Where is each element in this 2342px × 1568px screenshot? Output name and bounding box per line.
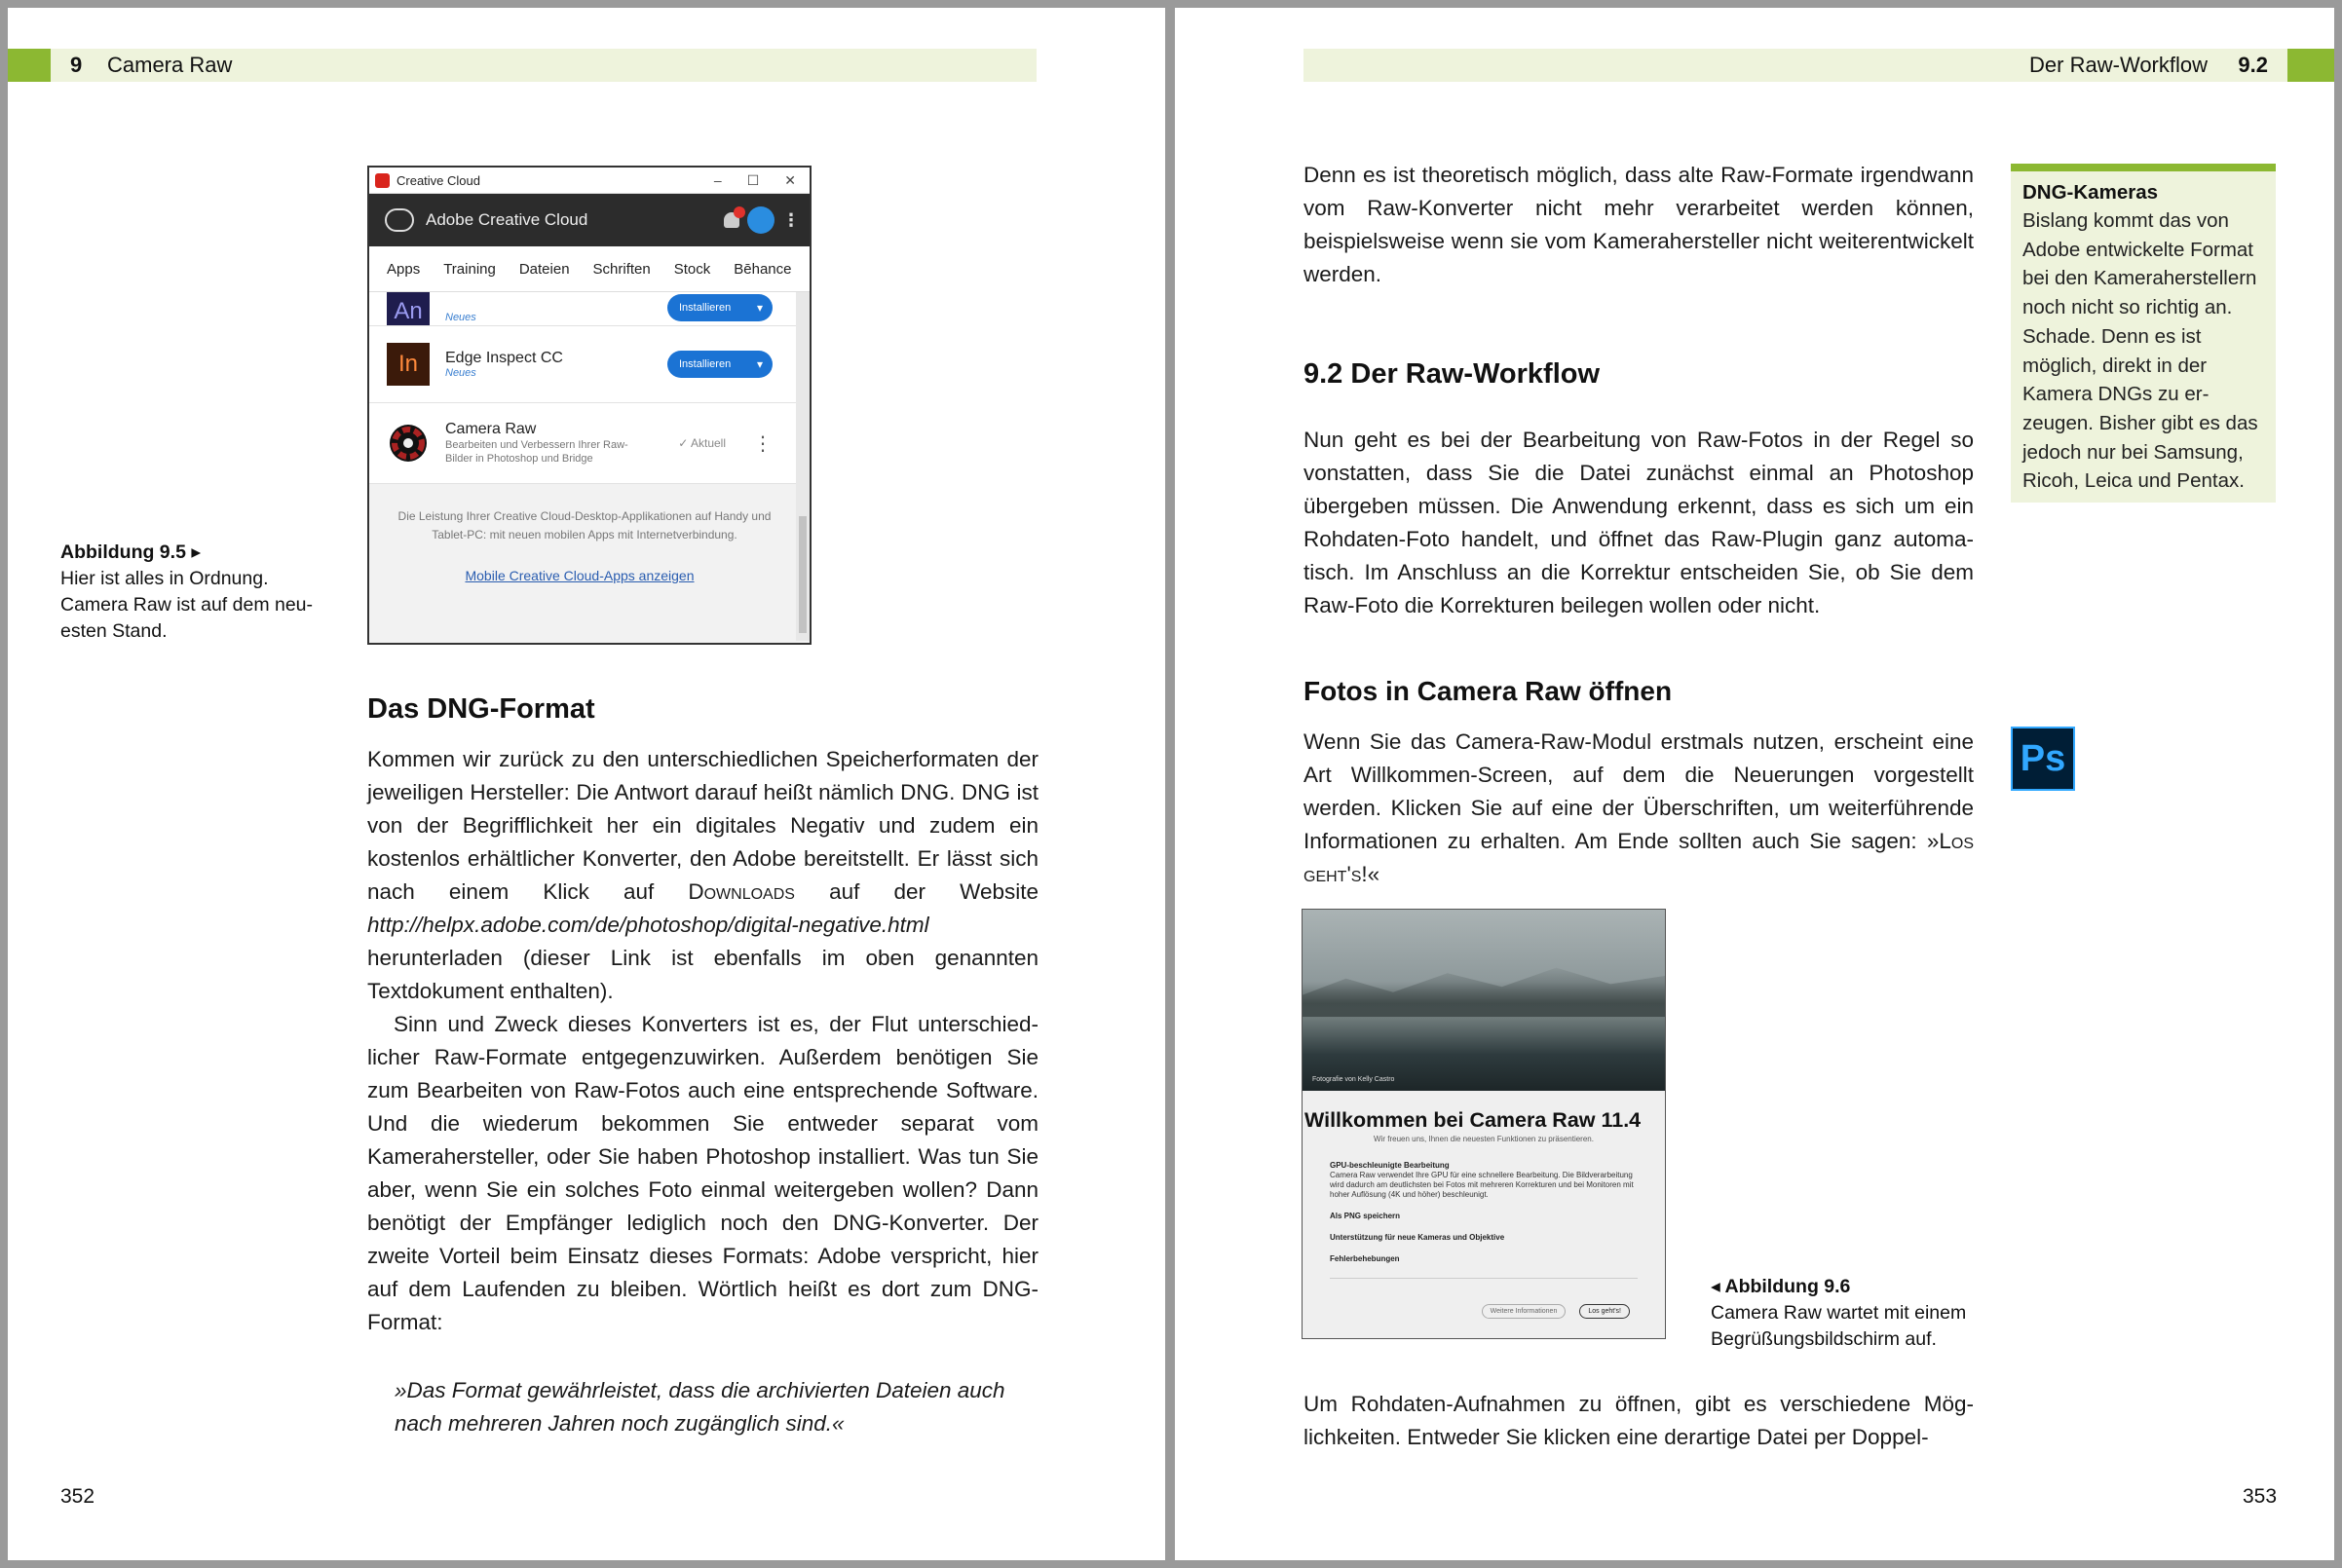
menu-term: Downloads	[688, 879, 795, 904]
whats-new-list	[1330, 1161, 1638, 1279]
section-title-dng: Das DNG-Format	[367, 693, 595, 725]
divider	[1330, 1278, 1638, 1279]
tab-dateien[interactable]: Dateien	[518, 260, 570, 278]
figure-caption-9-6	[1711, 1274, 2003, 1353]
feature-heading[interactable]: Als PNG speichern	[1330, 1212, 1401, 1220]
subsection-title: Fotos in Camera Raw öffnen	[1303, 676, 1673, 706]
more-vertical-icon[interactable]: ⋮	[753, 432, 773, 455]
header-chapter-number: 9	[70, 53, 83, 77]
paragraph: Nun geht es bei der Bearbeitung von Raw-Fotos in der Regel so vonstatten, dass Sie die Datei zunächst einmal an Photoshop übergeben müssen. Die Anwendung erkennt, dass es sich um ein Rohdaten-Foto handelt, und öffnet das Raw-Plugin ganz automatisch. Im Anschluss an die Korrektur entscheiden Sie, ob Sie dem Raw-Foto die Korrekturen beilegen wollen oder nicht.	[1303, 428, 1974, 617]
photo-credit: Fotografie von Kelly Castro	[1312, 1076, 1395, 1083]
creative-cloud-screenshot	[367, 166, 812, 645]
scrollbar-thumb[interactable]	[799, 516, 807, 633]
figure-caption-9-5	[60, 540, 343, 645]
tab-behance[interactable]: Bēhance	[734, 260, 792, 278]
list-item	[369, 326, 810, 403]
margin-note-text: Bislang kommt das von Adobe entwickelte Format bei den Kameraherstellern noch nicht so richtig an. Schade. Denn es ist möglich, direkt in der Kamera DNGs zu erzeugen. Bisher gibt es das jedoch nur bei Samsung, Ricoh, Leica und Pentax.	[2022, 209, 2258, 493]
app-sub-label: Neues	[445, 367, 476, 379]
paragraph: Sinn und Zweck dieses Konverters ist es, der Flut unterschiedlicher Raw-Formate entgegenzuwirken. Außerdem benötigen Sie zum Bearbeiten von Raw-Fotos auch eine entsprechende Software. Und die wiederum bekommen Sie entweder separat vom Kamerahersteller, oder Sie haben Photoshop installiert. Was tun Sie aber, wenn Sie ein solches Foto einmal weitergeben wollen? Dann benötigt der Empfänger lediglich noch den DNG-Konverter. Der zweite Vorteil beim Einsatz dieses Formats: Adobe verspricht, hier auf dem Laufenden zu bleiben. Wörtlich heißt es dort zum DNG-Format:	[367, 1012, 1039, 1334]
welcome-title: Willkommen bei Camera Raw 11.4	[1304, 1108, 1642, 1132]
cc-app-bar	[369, 194, 810, 246]
url-text: http://helpx.adobe.com/de/photoshop/digital-negative.html	[367, 913, 929, 937]
paragraph: Denn es ist theoretisch möglich, dass alte Raw-Formate irgendwann vom Raw-Konverter nicht mehr verarbeitet werden können, beispielsweise wenn sie vom Kamerahersteller nicht weiterentwickelt werden.	[1303, 163, 1974, 286]
text-run: auf der Website	[794, 879, 1039, 904]
tab-schriften[interactable]: Schriften	[592, 260, 651, 278]
page-number: 352	[60, 1485, 95, 1508]
margin-note-dng-cameras	[2011, 164, 2276, 503]
caption-line: Begrüßungsbildschirm auf.	[1711, 1328, 1937, 1350]
caption-line: esten Stand.	[60, 620, 168, 642]
text-run: «	[1367, 862, 1380, 886]
app-sub-label: Neues	[445, 312, 476, 323]
margin-note-title: DNG-Kameras	[2022, 181, 2158, 204]
caption-label: Abbildung 9.5 ▸	[60, 541, 202, 563]
creative-cloud-logo-icon	[375, 173, 390, 188]
camera-raw-aperture-icon	[387, 422, 430, 465]
feature-heading[interactable]: Unterstützung für neue Kameras und Objektive	[1330, 1233, 1505, 1242]
install-button[interactable]: Installieren ▾	[667, 294, 773, 321]
body-text-dng	[367, 743, 1039, 1339]
app-description: Bearbeiten und Verbessern Ihrer Raw-Bilder in Photoshop und Bridge	[445, 439, 628, 465]
text-run: herunterladen (dieser Link ist ebenfalls im oben genannten Textdokument enthalten).	[367, 946, 1039, 1003]
cc-footer-text: Die Leistung Ihrer Creative Cloud-Desktop-Applikationen auf Handy und Tablet-PC: mit neuen mobilen Apps mit Internetverbindung.	[397, 509, 772, 541]
list-item	[369, 292, 810, 326]
right-page	[1175, 8, 2334, 1560]
caption-line: Camera Raw wartet mit einem	[1711, 1302, 1967, 1324]
maximize-icon[interactable]: ☐	[746, 171, 760, 188]
feature-heading[interactable]: Fehlerbehebungen	[1330, 1254, 1400, 1263]
header-chapter-title: Der Raw-Workflow	[2029, 53, 2208, 77]
close-icon[interactable]: ✕	[784, 171, 796, 188]
button-term: Los geht's!	[1303, 829, 1974, 886]
cc-window-title: Creative Cloud	[397, 172, 480, 188]
edge-inspect-app-icon: In	[387, 343, 430, 386]
caption-line: Camera Raw ist auf dem neu-	[60, 594, 314, 616]
header-chapter-title: Camera Raw	[107, 53, 233, 77]
photoshop-icon: Ps	[2011, 727, 2075, 791]
tab-stock[interactable]: Stock	[673, 260, 711, 278]
list-item	[369, 403, 810, 484]
cc-titlebar	[369, 168, 810, 194]
caption-label: ◂ Abbildung 9.6	[1711, 1276, 1851, 1297]
tab-training[interactable]: Training	[443, 260, 496, 278]
cc-tabs	[369, 246, 810, 292]
mobile-apps-link[interactable]: Mobile Creative Cloud-Apps anzeigen	[465, 568, 695, 583]
block-quote: »Das Format gewährleistet, dass die archivierten Dateien auch nach mehreren Jahren noch zugänglich sind.«	[395, 1378, 1005, 1436]
tab-apps[interactable]: Apps	[387, 260, 421, 278]
section-title-raw-workflow: 9.2 Der Raw-Workflow	[1303, 358, 1601, 390]
cc-app-title: Adobe Creative Cloud	[426, 210, 588, 229]
more-vertical-icon[interactable]: ⋮	[782, 209, 800, 230]
landscape-photo	[1303, 910, 1665, 1091]
paragraph: Um Rohdaten-Aufnahmen zu öffnen, gibt es verschiedene Möglichkeiten. Entweder Sie klicken eine derartige Datei per Doppel-	[1303, 1392, 1974, 1449]
paragraph	[367, 743, 1039, 1008]
status-badge: ✓ Aktuell	[678, 436, 726, 450]
app-name: Edge Inspect CC	[445, 350, 563, 366]
caption-line: Hier ist alles in Ordnung.	[60, 568, 269, 589]
scrollbar[interactable]	[796, 292, 810, 641]
left-page	[8, 8, 1165, 1560]
adobe-cc-icon	[385, 208, 414, 232]
page-number: 353	[2243, 1485, 2278, 1508]
text-run: Wenn Sie das Camera-Raw-Modul erstmals nutzen, erscheint eine Art Willkommen-Screen, auf dem die Neuerungen vorgestellt werden. Klicken Sie auf eine der Überschriften, um weiterführende Informationen zu erhalten. Am Ende sollten auch Sie sagen: »	[1303, 729, 1974, 853]
notification-badge	[734, 206, 745, 218]
feature-text: Camera Raw verwendet Ihre GPU für eine schnellere Bearbeitung. Die Bildverarbeitung wird dadurch am deutlichsten bei Fotos mit mehreren Korrekturen und bei Monitoren mit hoher Auflösung (4K und höher) beschleunigt.	[1330, 1171, 1634, 1199]
install-button[interactable]: Installieren ▾	[667, 351, 773, 378]
bell-icon[interactable]	[724, 212, 739, 228]
avatar[interactable]	[747, 206, 774, 234]
header-accent	[2287, 49, 2334, 82]
feature-heading[interactable]: GPU-beschleunigte Bearbeitung	[1330, 1161, 1450, 1170]
camera-raw-welcome-screenshot	[1302, 909, 1666, 1339]
welcome-subtitle: Wir freuen uns, Ihnen die neuesten Funktionen zu präsentieren.	[1374, 1135, 1594, 1143]
paragraph	[1303, 726, 1974, 891]
header-accent	[8, 49, 51, 82]
text-run: Kommen wir zurück zu den unterschiedlichen Speicherformaten der jeweiligen Hersteller: Die Antwort darauf heißt nämlich DNG. DNG ist von der Begrifflichkeit her ein digitales Negativ und zudem ein kostenlos erhältlicher Konverter, den Adobe bereitstellt. Er lässt sich nach einem Klick auf	[367, 747, 1039, 904]
minimize-icon[interactable]: –	[713, 171, 722, 188]
hills-shape	[1303, 962, 1665, 1017]
lets-go-button[interactable]: Los geht's!	[1579, 1304, 1630, 1319]
header-chapter-number: 9.2	[2238, 53, 2268, 77]
more-info-button[interactable]: Weitere Informationen	[1482, 1304, 1567, 1319]
animate-app-icon: An	[387, 292, 430, 326]
app-name: Camera Raw	[445, 421, 537, 437]
